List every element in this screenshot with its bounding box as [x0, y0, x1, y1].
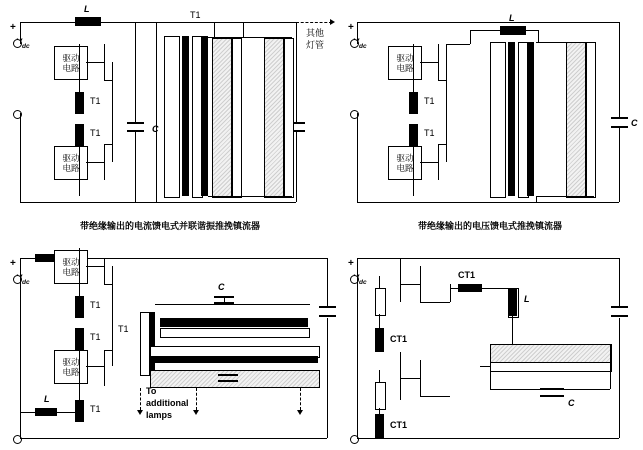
panel-bottom-left — [0, 240, 330, 450]
drive-label-line2: 电路 — [62, 267, 80, 277]
resistor-lower-br — [375, 382, 386, 410]
transistor-bus-br — [400, 258, 401, 302]
cap-C-label-tl: C — [152, 124, 159, 134]
drive-label-line2: 电路 — [62, 63, 80, 73]
drive-label-line1: 驱动 — [396, 53, 414, 63]
cap-C-plate-1-bl — [214, 296, 234, 298]
lamp-tube-2-tl — [264, 38, 284, 198]
right-rail2-tr — [619, 128, 620, 202]
transistor-T1-upper-tl — [75, 92, 84, 114]
base-lower-tr — [420, 162, 438, 163]
lamp-tube-1-tl — [212, 38, 232, 198]
cap-C-plate-top-tr — [611, 117, 628, 119]
dashed-additional-3-bl — [300, 388, 301, 410]
dashed-additional-1-bl — [140, 388, 141, 410]
ct1-top-lead-br — [450, 288, 458, 289]
cap-C-plate-bottom-tl — [127, 130, 144, 132]
resistor-upper-br — [375, 288, 386, 316]
to-additional-lamps-line3-bl: lamps — [146, 410, 173, 420]
collector-upper-tl — [104, 44, 105, 80]
cap-C-label-tr: C — [631, 118, 638, 128]
lamp-top-rail-bl — [155, 304, 310, 305]
ct1-lower-label-br: CT1 — [390, 420, 408, 430]
base-wire-upper-tl — [86, 62, 104, 63]
cap-right-plate-bottom-bl — [319, 315, 336, 317]
cap-C-lead-right2-br — [610, 370, 611, 389]
lamp-tube-frame-tr — [586, 42, 596, 198]
transformer-T1-label-tl: T1 — [190, 10, 201, 20]
to-additional-lamps-line1-bl: To — [146, 386, 157, 396]
transformer-T1-label-bl: T1 — [118, 324, 129, 334]
lamp-right-lead-br — [610, 344, 611, 370]
transistor-T1-lower-label-tr: T1 — [424, 128, 435, 138]
base-wire-lower-tl — [86, 162, 104, 163]
rail-top2-bl — [57, 258, 327, 259]
rail-right2-bl — [327, 318, 328, 438]
inductor-L-bl — [35, 408, 57, 416]
rail-top-br — [357, 258, 619, 259]
transformer-secondary-core-tl — [201, 36, 208, 196]
drop-to-cap-c-tl — [135, 22, 136, 122]
lamp-frame-1-bl — [160, 328, 310, 338]
emitter-upper-wire-tl — [104, 80, 112, 81]
lamp-tube-br — [490, 344, 612, 364]
emitter-upper-drop-br — [450, 284, 451, 302]
cap-C-lead-left-br — [490, 370, 491, 389]
transistor-T1-lower-label-tl: T1 — [90, 128, 101, 138]
inductor-L-label-br: L — [524, 294, 530, 304]
drive-label-line1: 驱动 — [62, 257, 80, 267]
drop-right-tl — [296, 132, 297, 202]
caption-top-left: 带绝缘输出的电流馈电式并联谐振推挽镇流器 — [79, 221, 260, 231]
lamp-tube-tr — [566, 42, 586, 198]
bottom-rail-tl — [20, 202, 296, 203]
transformer-core-tl — [182, 36, 189, 196]
transformer-winding-primary-tr — [490, 42, 506, 198]
rail-top-drop-left-tr — [357, 22, 358, 44]
transistor-T1-upper-label-bl: T1 — [90, 300, 101, 310]
lamp-bar-2-bl — [150, 356, 318, 363]
base-upper-br — [400, 284, 420, 285]
transformer-core-tr — [508, 42, 515, 196]
inductor-L-tl — [75, 17, 101, 26]
other-lamps-label-line1-tl: 其他 — [306, 28, 325, 38]
drop-lamp3-tl — [296, 22, 297, 122]
plus-sign-bl: + — [10, 258, 16, 269]
lamp-bar-1-bl — [160, 318, 308, 327]
plus-sign-tr: + — [348, 22, 354, 33]
lamp-frame-br — [490, 362, 612, 372]
drive-label-line1: 驱动 — [62, 53, 80, 63]
rail-top-right-tl — [101, 22, 296, 23]
lamp-left-lead-br — [480, 366, 490, 367]
transformer-secondary-core-tr — [527, 42, 534, 196]
ct1-upper-label-br: CT1 — [390, 334, 408, 344]
transistor-T1-lower-tr — [409, 124, 418, 146]
cap-C-plate-top-tl — [127, 122, 144, 124]
rail-top-bl — [20, 258, 35, 259]
drop-lamp1-tl — [214, 22, 215, 37]
emitter-lower-wire-tl — [104, 144, 112, 145]
lamp-bottom-drop-tr — [536, 196, 537, 202]
panel-bottom-right — [340, 240, 643, 450]
inductor-L-blk-br — [508, 288, 517, 316]
cap-C2-plate-2-bl — [218, 380, 238, 382]
other-lamps-label-line2-tl: 灯管 — [306, 40, 325, 50]
lamp-tube-2-frame-tl — [284, 38, 294, 198]
emitter-lower-wire-tr — [438, 144, 446, 145]
inductor-L-tr — [500, 26, 526, 35]
rail-left-bl — [20, 258, 21, 278]
emitter-stack-bl — [112, 266, 113, 366]
inductor-L-label-tr: L — [509, 13, 515, 23]
dashed-other-lamps-tl — [296, 22, 332, 23]
transistor-T1-upper-tr — [409, 92, 418, 114]
ct1-lower-core-br — [375, 414, 384, 438]
rail-top-tl — [20, 22, 75, 23]
arrow-additional-1-bl — [137, 410, 143, 415]
collector-upper-br — [420, 266, 421, 302]
emitter-stack-tr — [446, 62, 447, 162]
resistor-upper-lead-br — [379, 276, 380, 288]
lamp-bottom-connect-tl — [208, 196, 292, 197]
vdc-label-tl: dc — [22, 42, 30, 50]
arrow-additional-2-bl — [193, 410, 199, 415]
vdc-label-tr: dc — [359, 42, 367, 50]
arrow-additional-3-bl — [297, 410, 303, 415]
transistor-T1-lower-bl — [75, 328, 84, 350]
drive-label-line1: 驱动 — [62, 153, 80, 163]
left-rail-tr — [357, 113, 358, 202]
rail-right-br — [619, 258, 620, 306]
branch-L-down-tr — [538, 30, 539, 42]
base-upper-bl — [86, 266, 104, 267]
cap-C-label-bl: C — [218, 282, 225, 292]
vdc-label-br: dc — [359, 278, 367, 286]
emitter-upper-wire-tr — [438, 80, 446, 81]
emitter-upper-br — [420, 302, 450, 303]
cap-C-plate-top-br — [540, 388, 564, 390]
cap-right-plate-bottom-br — [611, 315, 628, 317]
transistor-T1-upper-label-tl: T1 — [90, 96, 101, 106]
drive-circuit-upper-bl — [54, 250, 88, 284]
transistor-bus-tl — [79, 44, 80, 92]
cap-C-plate-bottom-tr — [611, 126, 628, 128]
drive-circuit-lower-tl — [54, 146, 88, 180]
transistor-T1-lower-label-bl: T1 — [90, 332, 101, 342]
drive-label-line2: 电路 — [396, 63, 414, 73]
transistor-bus-bl — [79, 248, 80, 296]
cap-C-lead-right-br — [564, 389, 610, 390]
transistor-T1-third-label-bl: T1 — [90, 404, 101, 414]
drive-label-line1: 驱动 — [396, 153, 414, 163]
branch-L-right-tr — [526, 30, 538, 31]
cap-C2-plate-1-bl — [218, 374, 238, 376]
inductor-L-label-bl: L — [44, 394, 50, 404]
to-additional-lamps-line2-bl: additional — [146, 398, 189, 408]
branch-L-up-tr — [470, 30, 471, 44]
collector-upper-tr — [438, 44, 439, 80]
inductor-L-wire-bl — [20, 412, 35, 413]
emitter-lower-br — [420, 396, 450, 397]
lamp-tube-bl — [150, 370, 320, 388]
transformer-winding-primary-tl — [164, 36, 180, 198]
lamp-tube-1-frame-tl — [232, 38, 242, 198]
transistor-T1-lower-tl — [75, 124, 84, 146]
cap-C-plate-bottom-br — [540, 395, 564, 397]
cap-C-label-br: C — [568, 398, 575, 408]
base-upper-tr — [420, 62, 438, 63]
drive-circuit-upper-tr — [388, 46, 422, 80]
panel-top-left — [0, 0, 330, 231]
collector-lower-br — [420, 360, 421, 396]
cap-C-lead-left2-br — [490, 389, 540, 390]
lamp-bottom-connect-tr — [536, 196, 594, 197]
collector-lower-tl — [104, 144, 105, 180]
drive-label-line1: 驱动 — [62, 357, 80, 367]
inductor-L-label-tl: L — [84, 4, 90, 14]
collector-lower-bl — [104, 350, 105, 386]
collector-upper-bl — [104, 258, 105, 284]
drive-label-line2: 电路 — [62, 163, 80, 173]
ct1-top-core-br — [458, 284, 482, 292]
rail-left-br — [357, 258, 358, 438]
lamp-top-connect-tl — [208, 37, 292, 38]
drop-cap-bottom-tl — [135, 132, 136, 202]
cap-C-plate-2-bl — [214, 302, 234, 304]
transistor-bus-tr — [413, 44, 414, 92]
drive-circuit-lower-tr — [388, 146, 422, 180]
bottom-rail-tr — [357, 202, 619, 203]
vdc-label-bl: dc — [22, 278, 30, 286]
transistor-bus2-tl — [79, 146, 80, 196]
drive-label-line2: 电路 — [62, 367, 80, 377]
base-lower-br — [400, 378, 420, 379]
caption-top-right: 带绝缘输出的电压馈电式推挽镇流器 — [417, 221, 562, 231]
transistor-T1-third-bl — [75, 400, 84, 422]
resistor-lower-lead-br — [379, 370, 380, 382]
rail-bottom-bl — [20, 438, 327, 439]
drive-circuit-upper-tl — [54, 46, 88, 80]
rail-top-drop-left-tl — [20, 22, 21, 44]
transistor-T1-upper-bl — [75, 296, 84, 318]
drive-circuit-lower-bl — [54, 350, 88, 384]
drop-lamp2-tl — [243, 22, 244, 37]
lamp-top-connect-tr — [536, 42, 594, 43]
emitter-lower-wire-bl — [104, 350, 112, 351]
base-lower-bl — [86, 366, 104, 367]
transistor-bus-lower-br — [400, 352, 401, 400]
drive-label-line2: 电路 — [396, 163, 414, 173]
arrow-other-lamps-tl — [330, 19, 335, 25]
rail-right2-br — [619, 318, 620, 438]
emitter-stack-tl — [112, 62, 113, 162]
drop-to-transformer-tl — [156, 22, 157, 202]
right-rail-tr — [619, 22, 620, 117]
rail-left2-bl — [20, 278, 21, 438]
rail-bottom-br — [357, 438, 619, 439]
rail-right-bl — [327, 258, 328, 306]
plus-sign-br: + — [348, 258, 354, 269]
branch-L-top-tr — [470, 30, 500, 31]
transistor-bus2-tr — [413, 146, 414, 196]
collector-lower-tr — [438, 144, 439, 180]
ct1-top-label-br: CT1 — [458, 270, 476, 280]
panel-top-right — [340, 0, 643, 231]
cap-right-plate-top-br — [611, 306, 628, 308]
left-rail-tl — [20, 113, 21, 202]
rail-top-tr — [357, 22, 619, 23]
plus-sign-tl: + — [10, 22, 16, 33]
cap-right-plate-top-bl — [319, 306, 336, 308]
resistor-upper-lead2-br — [379, 314, 380, 328]
branch-up-tr — [446, 44, 447, 62]
emitter-upper-wire-bl — [104, 284, 112, 285]
transistor-T1-upper-label-tr: T1 — [424, 96, 435, 106]
ct1-upper-core-br — [375, 328, 384, 352]
dashed-additional-2-bl — [196, 388, 197, 410]
branch-to-L-tr — [446, 44, 470, 45]
transformer-winding-bl — [140, 312, 150, 376]
